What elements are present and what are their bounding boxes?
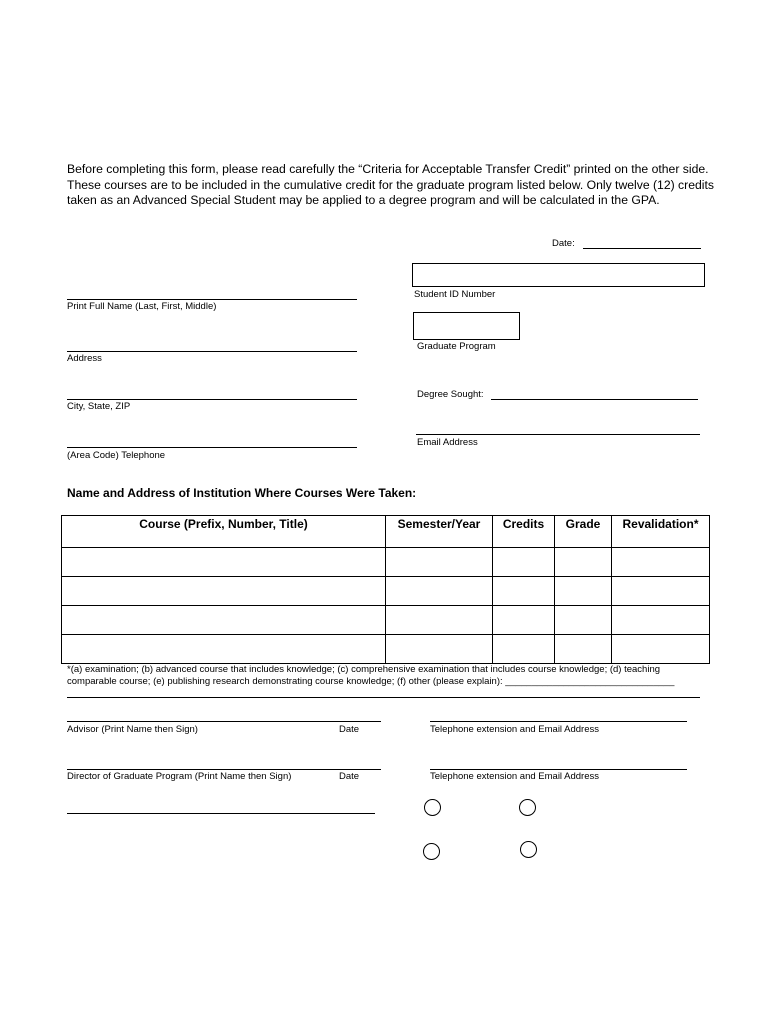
advisor-contact-label: Telephone extension and Email Address — [430, 724, 600, 735]
course-cell[interactable] — [62, 635, 386, 664]
credits-cell[interactable] — [493, 606, 555, 635]
email-label: Email Address — [417, 437, 478, 448]
date-label: Date: — [552, 238, 575, 249]
table-header-row — [62, 516, 710, 548]
graduate-program-input[interactable] — [413, 312, 520, 340]
telephone-label: (Area Code) Telephone — [67, 450, 166, 461]
course-cell[interactable] — [62, 548, 386, 577]
grade-cell[interactable] — [555, 548, 612, 577]
grade-cell[interactable] — [555, 606, 612, 635]
table-row — [62, 635, 710, 664]
column-header-credits: Credits — [493, 516, 555, 548]
graduate-program-label: Graduate Program — [417, 341, 496, 352]
advisor-label: Advisor (Print Name then Sign) — [67, 724, 198, 735]
radio-option-bottom-left[interactable] — [423, 843, 440, 860]
credits-cell[interactable] — [493, 548, 555, 577]
email-input-line[interactable] — [416, 434, 700, 435]
revalidation-footnote: *(a) examination; (b) advanced course that includes knowledge; (c) comprehensive examination that includes course knowledge; (d) teaching comparable course; (e) publishing research demonstrating course knowledge; (f) other (please explain): ________________________________ — [67, 664, 675, 687]
column-header-course: Course (Prefix, Number, Title) — [62, 516, 386, 548]
intro-paragraph: Before completing this form, please read carefully the “Criteria for Acceptable Transfer Credit” printed on the other side. These courses are to be included in the cumulative credit for the graduate program listed below. Only twelve (12) credits taken as an Advanced Special Student may be applied to a degree program and will be calculated in the GPA. — [67, 162, 714, 207]
column-header-grade: Grade — [555, 516, 612, 548]
column-header-revalidation: Revalidation* — [612, 516, 710, 548]
full-name-input-line[interactable] — [67, 299, 357, 300]
table-row — [62, 606, 710, 635]
degree-sought-input-line[interactable] — [491, 399, 698, 400]
semester-year-cell[interactable] — [386, 635, 493, 664]
radio-option-top-right[interactable] — [519, 799, 536, 816]
degree-sought-label: Degree Sought: — [417, 389, 484, 400]
grade-cell[interactable] — [555, 635, 612, 664]
semester-year-cell[interactable] — [386, 548, 493, 577]
revalidation-cell[interactable] — [612, 606, 710, 635]
institution-heading: Name and Address of Institution Where Courses Were Taken: — [67, 486, 417, 500]
student-id-input[interactable] — [412, 263, 705, 287]
director-date-label: Date — [339, 771, 360, 782]
student-id-label: Student ID Number — [414, 289, 496, 300]
courses-table — [61, 515, 710, 664]
director-signature-line[interactable] — [67, 769, 381, 770]
director-contact-line[interactable] — [430, 769, 687, 770]
course-cell[interactable] — [62, 577, 386, 606]
director-contact-label: Telephone extension and Email Address — [430, 771, 600, 782]
city-state-zip-input-line[interactable] — [67, 399, 357, 400]
explain-input-line[interactable] — [67, 697, 700, 698]
revalidation-cell[interactable] — [612, 577, 710, 606]
additional-signature-line[interactable] — [67, 813, 375, 814]
address-input-line[interactable] — [67, 351, 357, 352]
semester-year-cell[interactable] — [386, 577, 493, 606]
revalidation-cell[interactable] — [612, 548, 710, 577]
credits-cell[interactable] — [493, 635, 555, 664]
table-row — [62, 577, 710, 606]
table-row — [62, 548, 710, 577]
full-name-label: Print Full Name (Last, First, Middle) — [67, 301, 217, 312]
address-label: Address — [67, 353, 102, 364]
revalidation-cell[interactable] — [612, 635, 710, 664]
course-cell[interactable] — [62, 606, 386, 635]
radio-option-bottom-right[interactable] — [520, 841, 537, 858]
advisor-signature-line[interactable] — [67, 721, 381, 722]
semester-year-cell[interactable] — [386, 606, 493, 635]
telephone-input-line[interactable] — [67, 447, 357, 448]
grade-cell[interactable] — [555, 577, 612, 606]
column-header-semester-year: Semester/Year — [386, 516, 493, 548]
credits-cell[interactable] — [493, 577, 555, 606]
date-input-line[interactable] — [583, 248, 701, 249]
advisor-date-label: Date — [339, 724, 360, 735]
radio-option-top-left[interactable] — [424, 799, 441, 816]
director-label: Director of Graduate Program (Print Name then Sign) — [67, 771, 292, 782]
city-state-zip-label: City, State, ZIP — [67, 401, 131, 412]
advisor-contact-line[interactable] — [430, 721, 687, 722]
